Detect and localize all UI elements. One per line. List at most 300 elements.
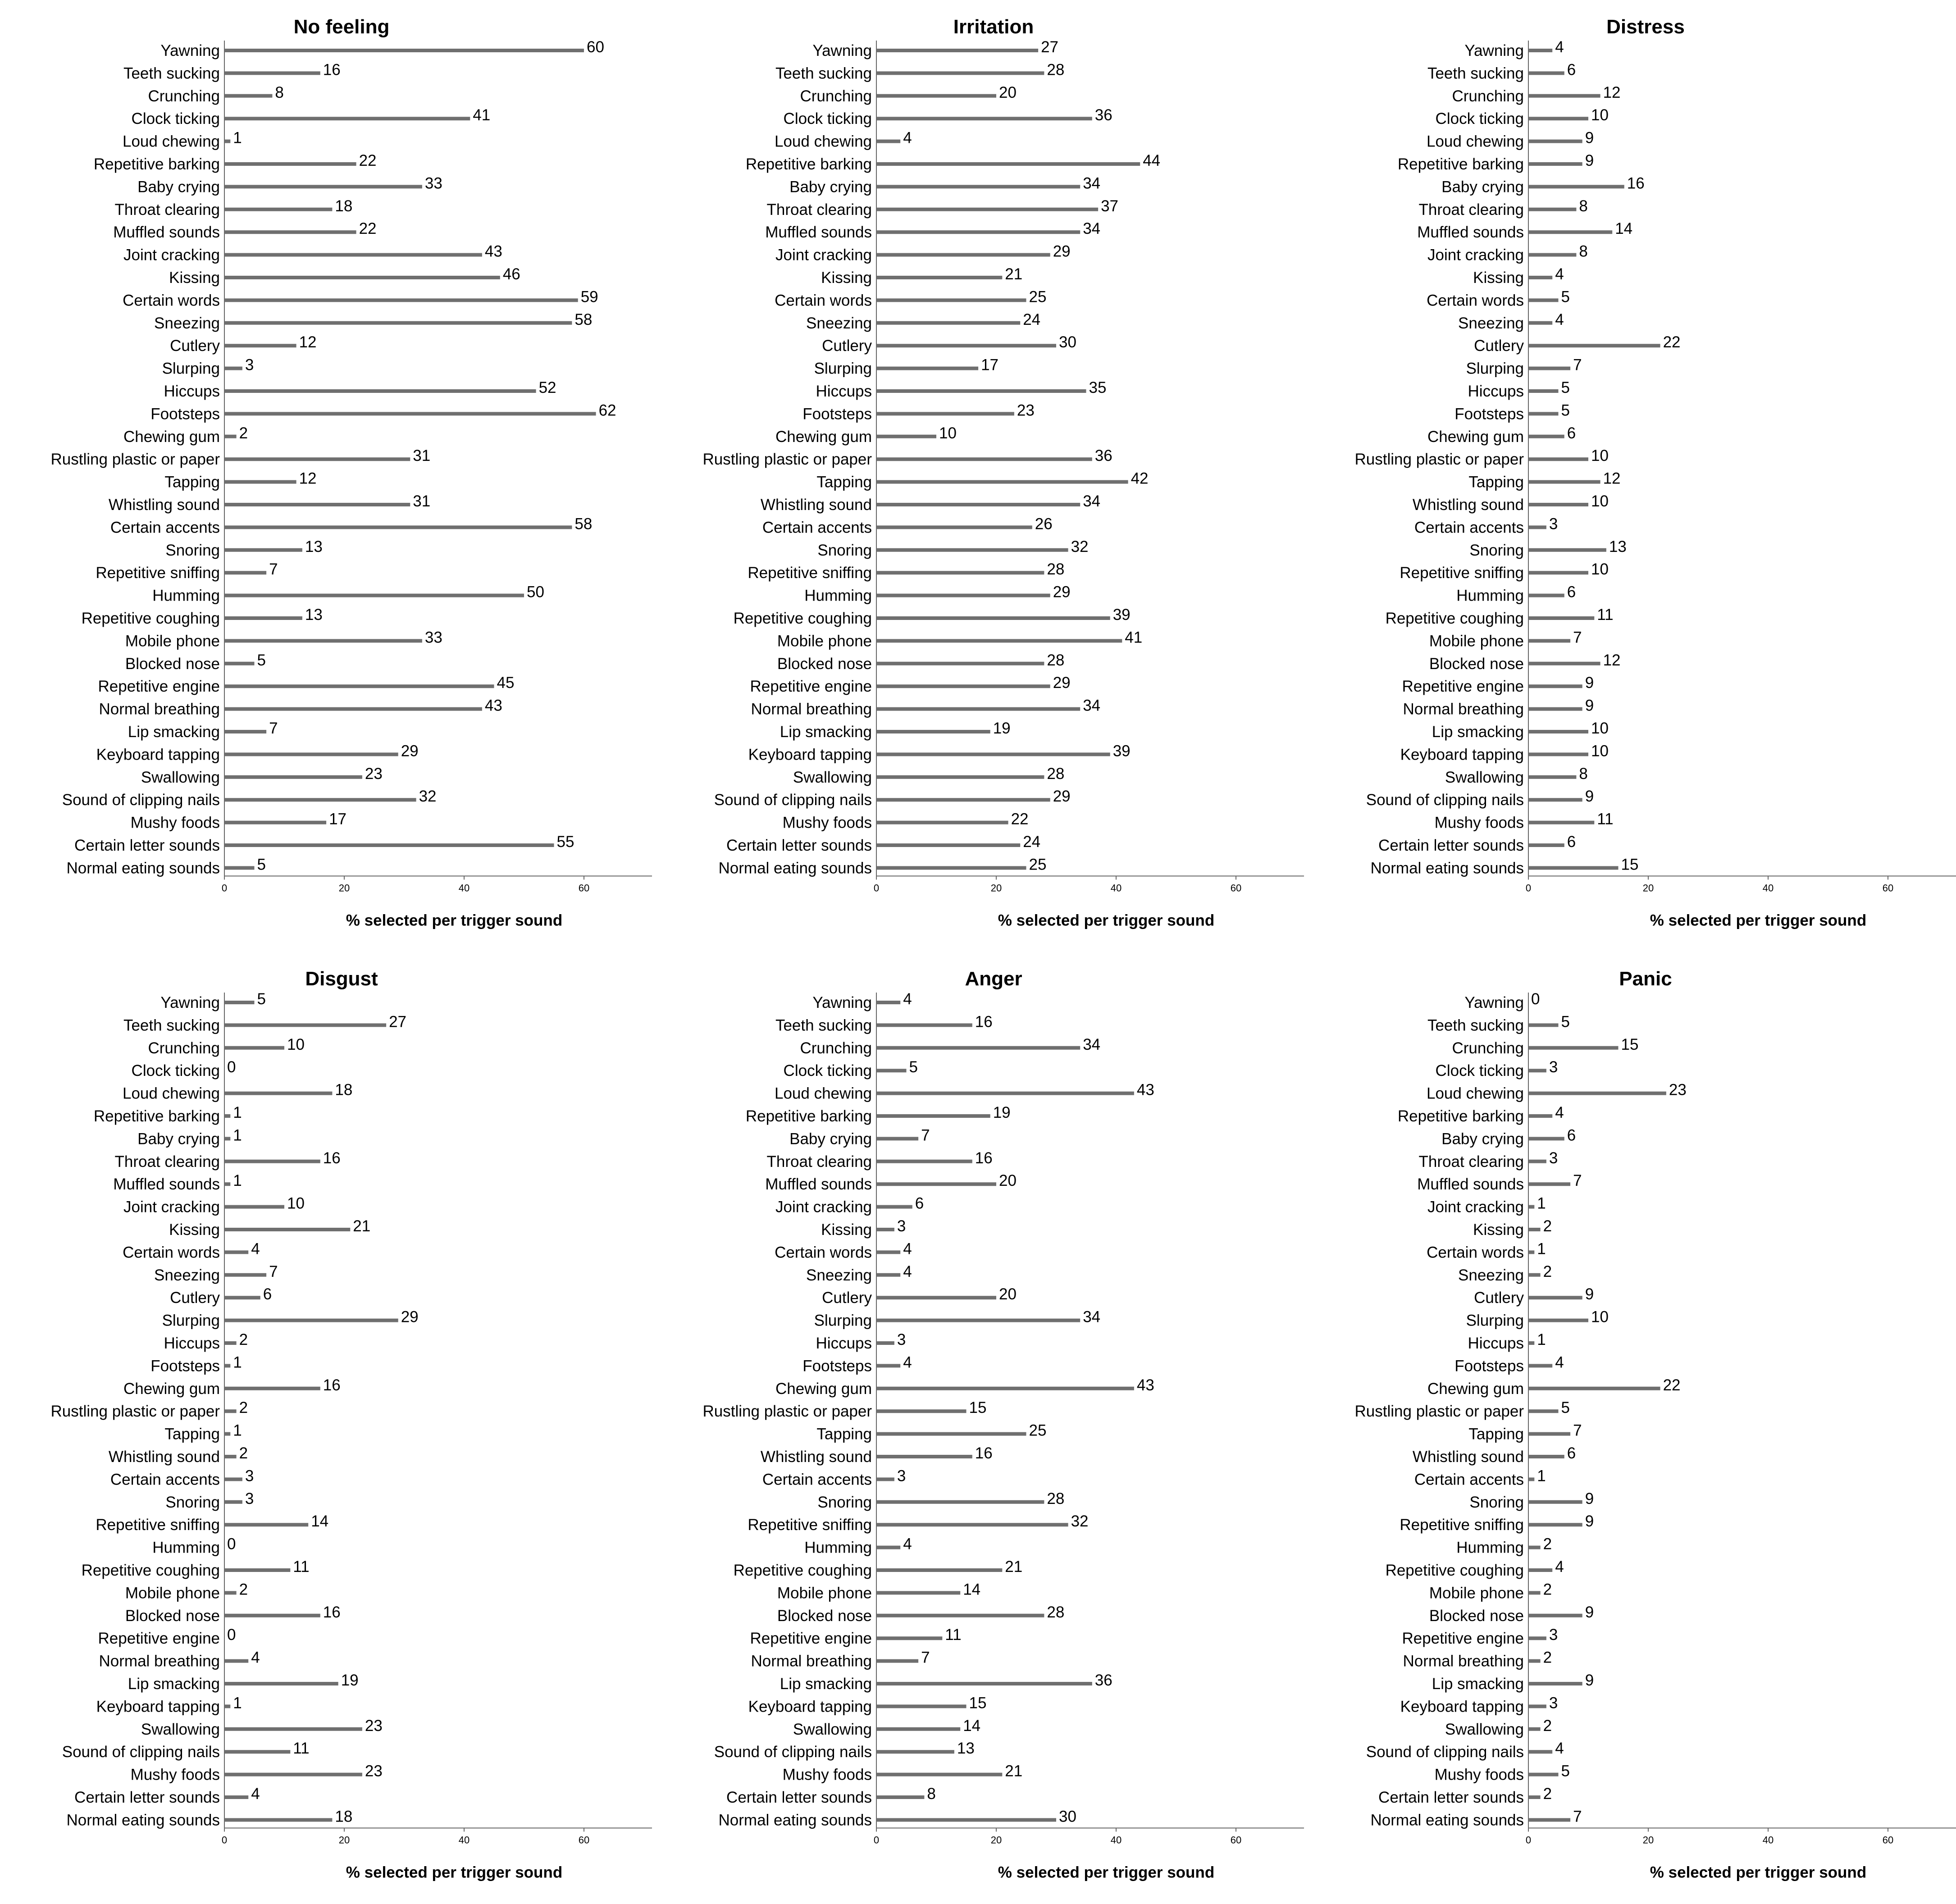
data-label: 22	[1011, 810, 1029, 828]
category-label: Repetitive engine	[98, 678, 220, 696]
category-label: Rustling plastic or paper	[702, 1403, 872, 1421]
data-label: 5	[1561, 1013, 1570, 1031]
category-label: Slurping	[162, 360, 220, 378]
data-label: 24	[1023, 833, 1041, 851]
category-label: Blocked nose	[1429, 655, 1524, 673]
data-label: 23	[1017, 401, 1035, 419]
category-label: Baby crying	[789, 178, 872, 196]
chart-panel-no-feeling	[0, 0, 652, 952]
data-label: 3	[897, 1467, 906, 1485]
category-label: Whistling sound	[1412, 1448, 1524, 1466]
category-label: Rustling plastic or paper	[702, 451, 872, 469]
data-label: 11	[1597, 810, 1614, 828]
data-label: 4	[1555, 1558, 1564, 1576]
data-label: 13	[957, 1740, 975, 1758]
data-label: 1	[1537, 1240, 1546, 1258]
category-label: Repetitive sniffing	[1400, 1516, 1524, 1534]
category-label: Keyboard tapping	[96, 746, 220, 764]
category-label: Clock ticking	[131, 110, 220, 128]
x-axis-title: % selected per trigger sound	[998, 1863, 1215, 1881]
data-label: 29	[1053, 242, 1071, 260]
category-label: Normal breathing	[1403, 1652, 1524, 1670]
data-label: 6	[1567, 833, 1576, 851]
data-label: 4	[903, 129, 912, 147]
x-tick-label: 20	[338, 882, 350, 894]
chart-panel-irritation	[652, 0, 1304, 952]
data-label: 4	[251, 1649, 260, 1667]
category-label: Sneezing	[806, 1266, 872, 1284]
category-label: Repetitive barking	[1397, 1107, 1524, 1125]
category-label: Slurping	[814, 360, 872, 378]
x-tick-label: 40	[458, 882, 470, 894]
data-label: 4	[1555, 265, 1564, 283]
data-label: 32	[419, 788, 437, 806]
data-label: 8	[927, 1785, 936, 1803]
category-label: Mobile phone	[777, 1584, 872, 1602]
data-label: 2	[239, 424, 248, 442]
category-label: Cutlery	[170, 1289, 220, 1307]
data-label: 19	[341, 1672, 359, 1689]
data-label: 39	[1113, 606, 1131, 624]
x-axis-title: % selected per trigger sound	[1650, 911, 1867, 929]
data-label: 29	[1053, 788, 1071, 806]
data-label: 23	[365, 1717, 383, 1735]
category-label: Certain letter sounds	[726, 837, 872, 854]
chart-title: Distress	[1606, 16, 1685, 38]
data-label: 9	[1585, 1512, 1594, 1530]
data-label: 44	[1143, 152, 1161, 169]
x-tick-label: 40	[458, 1834, 470, 1846]
data-label: 10	[1591, 720, 1609, 737]
data-label: 3	[1549, 515, 1558, 533]
chart-svg	[652, 0, 1304, 952]
category-label: Joint cracking	[775, 246, 872, 264]
category-label: Baby crying	[789, 1130, 872, 1148]
data-label: 8	[1579, 765, 1588, 783]
category-label: Snoring	[1469, 541, 1524, 559]
data-label: 22	[1663, 1376, 1681, 1394]
category-label: Normal breathing	[751, 700, 872, 718]
data-label: 4	[1555, 1104, 1564, 1121]
category-label: Loud chewing	[123, 1084, 220, 1102]
data-label: 2	[1543, 1717, 1552, 1735]
category-label: Repetitive engine	[1402, 1630, 1524, 1648]
category-label: Swallowing	[1445, 1720, 1524, 1738]
data-label: 39	[1113, 742, 1131, 760]
data-label: 9	[1585, 152, 1594, 169]
category-label: Hiccups	[816, 1335, 872, 1352]
data-label: 2	[239, 1399, 248, 1417]
category-label: Repetitive coughing	[733, 610, 872, 627]
category-label: Throat clearing	[1418, 200, 1524, 219]
data-label: 9	[1585, 697, 1594, 715]
chart-panel-distress	[1304, 0, 1956, 952]
data-label: 3	[1549, 1149, 1558, 1167]
category-label: Yawning	[1464, 994, 1524, 1011]
category-label: Keyboard tapping	[1400, 1698, 1524, 1716]
data-label: 23	[1669, 1081, 1687, 1099]
data-label: 13	[305, 537, 323, 556]
data-label: 7	[1573, 356, 1582, 374]
category-label: Whistling sound	[760, 496, 872, 514]
data-label: 4	[1555, 1740, 1564, 1758]
category-label: Cutlery	[170, 337, 220, 355]
data-label: 46	[502, 265, 520, 283]
category-label: Whistling sound	[108, 1448, 220, 1466]
data-label: 4	[1555, 38, 1564, 56]
data-label: 4	[903, 990, 912, 1008]
x-tick-label: 20	[990, 882, 1002, 894]
category-label: Mushy foods	[1434, 1766, 1524, 1784]
data-label: 34	[1083, 1308, 1101, 1326]
data-label: 43	[1136, 1081, 1154, 1099]
data-label: 43	[1136, 1376, 1154, 1394]
category-label: Yawning	[1464, 42, 1524, 59]
data-label: 27	[389, 1013, 407, 1031]
category-label: Blocked nose	[1429, 1607, 1524, 1625]
category-label: Cutlery	[822, 1289, 872, 1307]
category-label: Snoring	[165, 541, 220, 559]
category-label: Cutlery	[1474, 337, 1524, 355]
x-tick-label: 40	[1762, 1834, 1774, 1846]
category-label: Repetitive engine	[98, 1630, 220, 1648]
x-tick-label: 20	[1642, 882, 1654, 894]
category-label: Sneezing	[154, 1266, 220, 1284]
chart-panel-disgust	[0, 952, 652, 1904]
data-label: 36	[1094, 106, 1113, 124]
category-label: Certain letter sounds	[74, 1789, 220, 1806]
category-label: Mobile phone	[1429, 632, 1524, 650]
data-label: 8	[1579, 242, 1588, 260]
category-label: Blocked nose	[777, 655, 872, 673]
data-label: 5	[1561, 1399, 1570, 1417]
data-label: 8	[1579, 197, 1588, 215]
category-label: Clock ticking	[131, 1062, 220, 1080]
category-label: Slurping	[1466, 360, 1524, 378]
category-label: Mushy foods	[130, 1766, 220, 1784]
data-label: 21	[1005, 1558, 1023, 1576]
data-label: 5	[1561, 379, 1570, 396]
chart-svg	[0, 0, 652, 952]
data-label: 1	[1537, 1467, 1546, 1485]
data-label: 7	[921, 1649, 930, 1667]
category-label: Humming	[1456, 587, 1524, 605]
data-label: 59	[580, 288, 598, 306]
data-label: 16	[975, 1149, 993, 1167]
category-label: Hiccups	[164, 1335, 220, 1352]
category-label: Keyboard tapping	[748, 1698, 872, 1716]
data-label: 5	[909, 1058, 918, 1076]
data-label: 10	[1591, 560, 1609, 578]
x-axis-title: % selected per trigger sound	[346, 1863, 563, 1881]
category-label: Mobile phone	[1429, 1584, 1524, 1602]
data-label: 42	[1131, 469, 1149, 487]
x-tick-label: 60	[1882, 1834, 1894, 1846]
data-label: 27	[1041, 38, 1059, 56]
data-label: 5	[1561, 401, 1570, 419]
data-label: 50	[527, 583, 544, 601]
category-label: Repetitive coughing	[81, 1562, 220, 1579]
data-label: 6	[263, 1285, 272, 1303]
data-label: 19	[993, 1104, 1011, 1121]
category-label: Certain letter sounds	[74, 837, 220, 854]
category-label: Rustling plastic or paper	[50, 451, 220, 469]
x-axis-title: % selected per trigger sound	[998, 911, 1215, 929]
category-label: Sound of clipping nails	[714, 1743, 872, 1761]
data-label: 1	[1537, 1331, 1546, 1348]
category-label: Snoring	[817, 541, 872, 559]
category-label: Chewing gum	[775, 428, 872, 446]
data-label: 7	[269, 720, 278, 737]
x-tick-label: 0	[221, 882, 228, 894]
data-label: 34	[1083, 174, 1101, 192]
category-label: Lip smacking	[780, 723, 872, 741]
x-tick-label: 0	[1525, 1834, 1532, 1846]
data-label: 2	[239, 1444, 248, 1462]
category-label: Kissing	[169, 1221, 220, 1239]
x-tick-label: 60	[578, 882, 590, 894]
category-label: Mushy foods	[1434, 814, 1524, 832]
category-label: Throat clearing	[1418, 1152, 1524, 1171]
data-label: 6	[915, 1194, 924, 1212]
data-label: 22	[359, 152, 377, 169]
data-label: 13	[305, 606, 323, 624]
data-label: 37	[1101, 197, 1119, 215]
x-tick-label: 40	[1762, 882, 1774, 894]
data-label: 5	[1561, 1762, 1570, 1780]
data-label: 34	[1083, 492, 1101, 510]
data-label: 58	[574, 515, 593, 533]
data-label: 14	[311, 1512, 329, 1530]
category-label: Muffled sounds	[113, 223, 220, 241]
category-label: Certain letter sounds	[1378, 837, 1524, 854]
category-label: Lip smacking	[1432, 1675, 1524, 1693]
data-label: 3	[897, 1217, 906, 1235]
x-tick-label: 60	[1230, 882, 1242, 894]
category-label: Keyboard tapping	[1400, 746, 1524, 764]
category-label: Repetitive sniffing	[1400, 564, 1524, 582]
category-label: Certain words	[123, 292, 220, 310]
data-label: 1	[233, 1353, 242, 1371]
data-label: 24	[1023, 310, 1041, 328]
data-label: 1	[233, 129, 242, 147]
data-label: 7	[921, 1126, 930, 1144]
data-label: 3	[245, 1467, 254, 1485]
data-label: 10	[1591, 742, 1609, 760]
category-label: Kissing	[821, 269, 872, 287]
category-label: Humming	[152, 1539, 220, 1557]
category-label: Repetitive sniffing	[748, 1516, 872, 1534]
category-label: Muffled sounds	[1417, 223, 1524, 241]
category-label: Yawning	[160, 994, 220, 1011]
category-label: Repetitive barking	[1397, 155, 1524, 173]
data-label: 11	[945, 1626, 962, 1644]
category-label: Slurping	[162, 1312, 220, 1330]
category-label: Baby crying	[137, 178, 220, 196]
category-label: Rustling plastic or paper	[1354, 451, 1524, 469]
category-label: Crunching	[800, 1039, 872, 1057]
data-label: 4	[251, 1785, 260, 1803]
data-label: 0	[1531, 990, 1540, 1008]
category-label: Joint cracking	[123, 1198, 220, 1216]
data-label: 58	[574, 310, 593, 328]
category-label: Lip smacking	[780, 1675, 872, 1693]
data-label: 34	[1083, 1035, 1101, 1053]
data-label: 6	[1567, 1126, 1576, 1144]
data-label: 0	[227, 1535, 236, 1553]
category-label: Loud chewing	[775, 132, 872, 150]
data-label: 2	[1543, 1535, 1552, 1553]
category-label: Certain accents	[762, 519, 872, 537]
category-label: Hiccups	[1468, 383, 1524, 400]
category-label: Rustling plastic or paper	[1354, 1403, 1524, 1421]
category-label: Humming	[804, 1539, 872, 1557]
chart-svg	[652, 952, 1304, 1904]
data-label: 10	[1591, 1308, 1609, 1326]
chart-title: No feeling	[293, 16, 390, 38]
category-label: Teeth sucking	[775, 1016, 872, 1034]
category-label: Repetitive sniffing	[96, 564, 220, 582]
data-label: 7	[1573, 1172, 1582, 1190]
category-label: Normal eating sounds	[66, 1811, 220, 1829]
category-label: Normal eating sounds	[718, 1811, 872, 1829]
category-label: Cutlery	[822, 337, 872, 355]
data-label: 6	[1567, 61, 1576, 79]
category-label: Tapping	[816, 473, 872, 491]
category-label: Mobile phone	[125, 632, 220, 650]
category-label: Humming	[152, 587, 220, 605]
data-label: 36	[1094, 447, 1113, 465]
category-label: Joint cracking	[1427, 246, 1524, 264]
category-label: Normal breathing	[1403, 700, 1524, 718]
category-label: Blocked nose	[125, 1607, 220, 1625]
category-label: Throat clearing	[114, 1152, 220, 1171]
category-label: Keyboard tapping	[748, 746, 872, 764]
category-label: Lip smacking	[1432, 723, 1524, 741]
category-label: Crunching	[148, 1039, 220, 1057]
data-label: 41	[473, 106, 491, 124]
category-label: Certain accents	[110, 519, 220, 537]
data-label: 1	[1537, 1194, 1546, 1212]
data-label: 3	[245, 356, 254, 374]
data-label: 14	[963, 1581, 981, 1599]
data-label: 7	[269, 560, 278, 578]
data-label: 60	[587, 38, 604, 56]
category-label: Keyboard tapping	[96, 1698, 220, 1716]
category-label: Teeth sucking	[123, 1016, 220, 1034]
category-label: Kissing	[169, 269, 220, 287]
category-label: Repetitive engine	[750, 1630, 872, 1648]
data-label: 20	[999, 83, 1017, 101]
category-label: Repetitive engine	[750, 678, 872, 696]
data-label: 18	[335, 1081, 353, 1099]
data-label: 7	[269, 1262, 278, 1280]
category-label: Hiccups	[816, 383, 872, 400]
category-label: Humming	[804, 587, 872, 605]
category-label: Humming	[1456, 1539, 1524, 1557]
data-label: 6	[1567, 583, 1576, 601]
data-label: 4	[251, 1240, 260, 1258]
data-label: 28	[1047, 1603, 1065, 1621]
category-label: Sneezing	[806, 314, 872, 332]
x-axis-title: % selected per trigger sound	[346, 911, 563, 929]
data-label: 2	[1543, 1217, 1552, 1235]
category-label: Lip smacking	[128, 1675, 220, 1693]
category-label: Mobile phone	[777, 632, 872, 650]
category-label: Sneezing	[154, 314, 220, 332]
data-label: 3	[245, 1489, 254, 1508]
data-label: 9	[1585, 1603, 1594, 1621]
data-label: 34	[1083, 697, 1101, 715]
category-label: Sound of clipping nails	[62, 1743, 220, 1761]
category-label: Repetitive coughing	[1385, 610, 1524, 627]
category-label: Snoring	[817, 1493, 872, 1511]
chart-svg	[1304, 952, 1956, 1904]
data-label: 15	[969, 1694, 987, 1712]
data-label: 16	[323, 1376, 341, 1394]
category-label: Joint cracking	[123, 246, 220, 264]
category-label: Loud chewing	[775, 1084, 872, 1102]
category-label: Teeth sucking	[1427, 1016, 1524, 1034]
data-label: 5	[257, 856, 266, 874]
category-label: Rustling plastic or paper	[50, 1403, 220, 1421]
data-label: 31	[413, 447, 431, 465]
data-label: 10	[1591, 106, 1609, 124]
data-label: 62	[598, 401, 616, 419]
x-axis-title: % selected per trigger sound	[1650, 1863, 1867, 1881]
data-label: 28	[1047, 61, 1065, 79]
data-label: 2	[239, 1331, 248, 1348]
category-label: Mobile phone	[125, 1584, 220, 1602]
data-label: 12	[1603, 83, 1621, 101]
data-label: 3	[1549, 1694, 1558, 1712]
data-label: 2	[239, 1581, 248, 1599]
data-label: 9	[1585, 129, 1594, 147]
category-label: Certain accents	[1414, 1471, 1524, 1489]
data-label: 4	[903, 1240, 912, 1258]
data-label: 9	[1585, 788, 1594, 806]
category-label: Joint cracking	[775, 1198, 872, 1216]
category-label: Baby crying	[1441, 1130, 1524, 1148]
data-label: 4	[903, 1353, 912, 1371]
category-label: Certain letter sounds	[1378, 1789, 1524, 1806]
category-label: Whistling sound	[108, 496, 220, 514]
category-label: Tapping	[816, 1425, 872, 1443]
data-label: 1	[233, 1694, 242, 1712]
data-label: 5	[257, 990, 266, 1008]
data-label: 9	[1585, 1489, 1594, 1508]
data-label: 10	[287, 1035, 305, 1053]
category-label: Chewing gum	[123, 428, 220, 446]
data-label: 28	[1047, 765, 1065, 783]
category-label: Loud chewing	[1427, 1084, 1524, 1102]
category-label: Repetitive coughing	[733, 1562, 872, 1579]
category-label: Hiccups	[1468, 1335, 1524, 1352]
x-tick-label: 40	[1110, 1834, 1122, 1846]
category-label: Muffled sounds	[1417, 1175, 1524, 1193]
category-label: Baby crying	[1441, 178, 1524, 196]
x-tick-label: 20	[990, 1834, 1002, 1846]
data-label: 10	[939, 424, 957, 442]
category-label: Repetitive sniffing	[96, 1516, 220, 1534]
data-label: 7	[1573, 1421, 1582, 1439]
data-label: 3	[897, 1331, 906, 1348]
category-label: Repetitive sniffing	[748, 564, 872, 582]
data-label: 5	[257, 651, 266, 669]
category-label: Crunching	[800, 87, 872, 105]
data-label: 16	[323, 1149, 341, 1167]
category-label: Normal breathing	[99, 700, 220, 718]
